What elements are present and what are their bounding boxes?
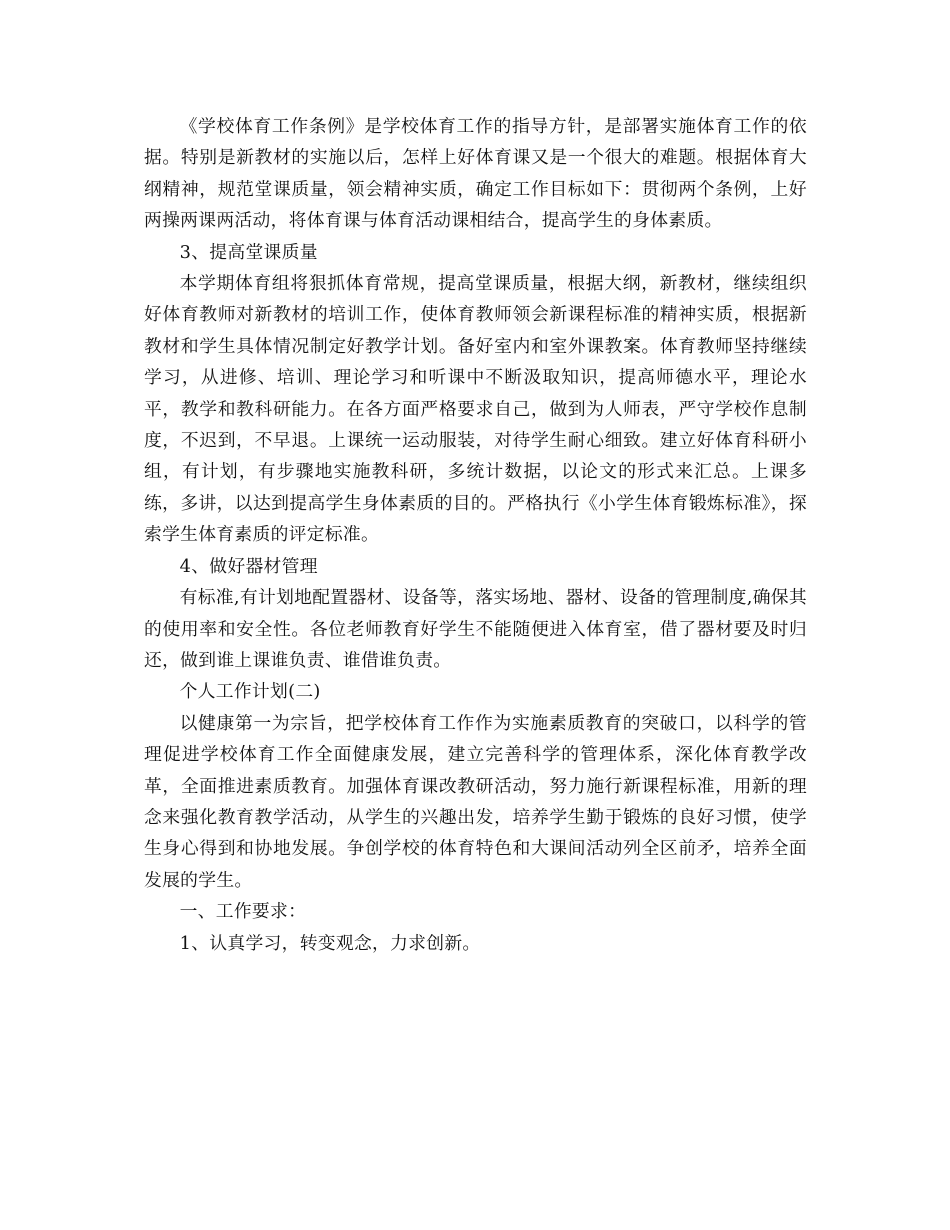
paragraph-class-quality: 本学期体育组将狠抓体育常规，提高堂课质量，根据大纲，新教材，继续组织好体育教师对新教材的培训工作，使体育教师领会新课程标准的精神实质，根据新教材和学生具体情况制定好教学计划。备好室内和室外课教案。体育教师坚持继续学习，从进修、培训、理论学习和听课中不断汲取知识，提高师德水平，理论水平，教学和教科研能力。在各方面严格要求自己，做到为人师表，严守学校作息制度，不迟到，不早退。上课统一运动服装，对待学生耐心细致。建立好体育科研小组，有计划，有步骤地实施教科研，多统计数据，以论文的形式来汇总。上课多练，多讲，以达到提高学生身体素质的目的。严格执行《小学生体育锻炼标准》，探索学生体育素质的评定标准。 [144, 273, 807, 546]
heading-work-plan-two: 个人工作计划(二) [179, 681, 321, 703]
heading-equipment-management: 4、做好器材管理 [179, 555, 318, 577]
heading-improve-class-quality: 3、提高堂课质量 [179, 241, 318, 263]
list-item-study-innovate: 1、认真学习，转变观念，力求创新。 [179, 932, 481, 954]
heading-work-requirements: 一、工作要求： [179, 901, 307, 923]
document-body [144, 111, 807, 959]
paragraph-regulations-intro: 《学校体育工作条例》是学校体育工作的指导方针，是部署实施体育工作的依据。特别是新教材的实施以后，怎样上好体育课又是一个很大的难题。根据体育大纲精神，规范堂课质量，领会精神实质，确定工作目标如下：贯彻两个条例，上好两操两课两活动，将体育课与体育活动课相结合，提高学生的身体素质。 [144, 116, 807, 232]
paragraph-equipment-management: 有标准,有计划地配置器材、设备等，落实场地、器材、设备的管理制度,确保其的使用率和安全性。各位老师教育好学生不能随便进入体育室，借了器材要及时归还，做到谁上课谁负责、谁借谁负责。 [144, 587, 807, 671]
paragraph-health-first: 以健康第一为宗旨，把学校体育工作作为实施素质教育的突破口，以科学的管理促进学校体育工作全面健康发展，建立完善科学的管理体系，深化体育教学改革，全面推进素质教育。加强体育课改教研活动，努力施行新课程标准，用新的理念来强化教育教学活动，从学生的兴趣出发，培养学生勤于锻炼的良好习惯，使学生身心得到和协地发展。争创学校的体育特色和大课间活动列全区前矛，培养全面发展的学生。 [144, 712, 807, 891]
